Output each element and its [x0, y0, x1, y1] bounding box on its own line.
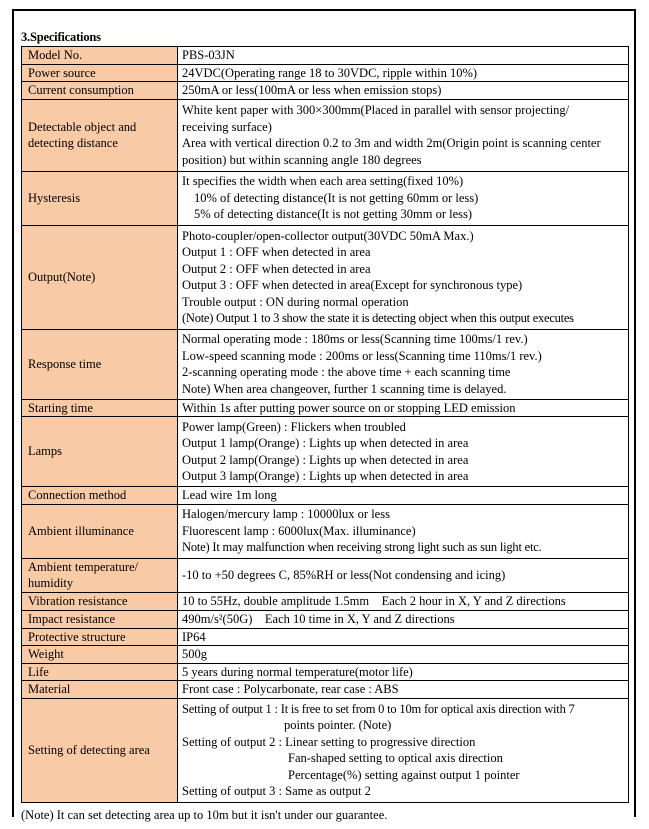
spec-value — [178, 82, 629, 100]
spec-line: Percentage(%) setting against output 1 pointer — [288, 767, 520, 782]
spec-value — [178, 681, 629, 699]
spec-line: PBS-03JN — [182, 48, 235, 62]
spec-line: 2-scanning operating mode : the above time + each scanning time — [182, 365, 511, 379]
spec-line: points pointer. (Note) — [284, 718, 392, 732]
spec-key: Life — [22, 663, 178, 681]
spec-line: -10 to +50 degrees C, 85%RH or less(Not condensing and icing) — [182, 567, 506, 582]
spec-line: White kent paper with 300×300mm(Placed in parallel with sensor projecting/ — [182, 103, 570, 117]
spec-key: Material — [22, 681, 178, 699]
spec-line: position) but within scanning angle 180 degrees — [182, 152, 422, 167]
spec-key: Ambient illuminance — [22, 504, 178, 558]
spec-key: Current consumption — [22, 82, 178, 100]
spec-value — [178, 99, 629, 171]
spec-key: Starting time — [22, 399, 178, 417]
spec-line: Output 3 lamp(Orange) : Lights up when detected in area — [182, 469, 469, 483]
spec-line: Trouble output : ON during normal operation — [182, 294, 409, 309]
section-title: 3.Specifications — [21, 30, 101, 44]
spec-key: Detectable object and detecting distance — [22, 99, 178, 171]
spec-value — [178, 225, 629, 329]
spec-line: Setting of output 2 : Linear setting to progressive direction — [182, 734, 476, 749]
spec-line: Fan-shaped setting to optical axis direction — [288, 751, 503, 765]
spec-line: Lead wire 1m long — [182, 488, 277, 502]
spec-line: 10% of detecting distance(It is not getting 60mm or less) — [194, 190, 479, 205]
spec-line: Output 2 lamp(Orange) : Lights up when detected in area — [182, 452, 469, 467]
table-row — [22, 487, 629, 505]
spec-line: Output 3 : OFF when detected in area(Except for synchronous type) — [182, 278, 523, 292]
spec-line: Output 1 lamp(Orange) : Lights up when detected in area — [182, 436, 469, 450]
spec-line: 250mA or less(100mA or less when emission stops) — [182, 83, 442, 97]
table-row — [22, 99, 629, 171]
table-row — [22, 47, 629, 65]
spec-line: Note) When area changeover, further 1 scanning time is delayed. — [182, 381, 507, 396]
spec-key: Response time — [22, 329, 178, 399]
spec-key: Setting of detecting area — [22, 698, 178, 802]
spec-line: Normal operating mode : 180ms or less(Scanning time 100ms/1 rev.) — [182, 332, 528, 346]
table-row — [22, 663, 629, 681]
table-row — [22, 646, 629, 664]
spec-line: 5 years during normal temperature(motor life) — [182, 664, 413, 679]
spec-value — [178, 47, 629, 65]
spec-line: (Note) Output 1 to 3 show the state it is detecting object when this output executes — [182, 311, 574, 325]
spec-key: Protective structure — [22, 628, 178, 646]
table-row — [22, 504, 629, 558]
specifications-table — [21, 46, 629, 803]
spec-value — [178, 698, 629, 802]
spec-line: Halogen/mercury lamp : 10000lux or less — [182, 507, 390, 522]
table-row — [22, 64, 629, 82]
table-row — [22, 399, 629, 417]
spec-value — [178, 628, 629, 646]
spec-key: Weight — [22, 646, 178, 664]
spec-line: Area with vertical direction 0.2 to 3m and width 2m(Origin point is scanning center — [182, 136, 601, 150]
table-row — [22, 558, 629, 592]
table-row — [22, 225, 629, 329]
spec-key: Lamps — [22, 417, 178, 487]
spec-line: receiving surface) — [182, 119, 272, 134]
spec-key: Power source — [22, 64, 178, 82]
spec-line: Front case : Polycarbonate, rear case : ABS — [182, 682, 399, 696]
table-row — [22, 82, 629, 100]
spec-line: Power lamp(Green) : Flickers when troubled — [182, 419, 406, 434]
spec-value — [178, 487, 629, 505]
spec-line: 5% of detecting distance(It is not getting 30mm or less) — [194, 207, 473, 222]
spec-value — [178, 504, 629, 558]
spec-value — [178, 663, 629, 681]
spec-line: Low-speed scanning mode : 200ms or less(Scanning time 110ms/1 rev.) — [182, 348, 542, 363]
spec-line: Output 1 : OFF when detected in area — [182, 245, 371, 259]
spec-value — [178, 646, 629, 664]
spec-value — [178, 171, 629, 225]
spec-value — [178, 64, 629, 82]
spec-line: IP64 — [182, 629, 206, 644]
table-row — [22, 592, 629, 610]
spec-key: Model No. — [22, 47, 178, 65]
footnote: (Note) It can set detecting area up to 10m but it isn't under our guarantee. — [21, 808, 388, 822]
table-row — [22, 698, 629, 802]
spec-key: Ambient temperature/ humidity — [22, 558, 178, 592]
table-row — [22, 171, 629, 225]
spec-value — [178, 417, 629, 487]
spec-key: Impact resistance — [22, 610, 178, 628]
spec-line: Fluorescent lamp : 6000lux(Max. illuminance) — [182, 523, 416, 538]
table-row — [22, 329, 629, 399]
table-row — [22, 681, 629, 699]
spec-key: Vibration resistance — [22, 592, 178, 610]
spec-value — [178, 399, 629, 417]
spec-line: 500g — [182, 647, 207, 661]
spec-line: Within 1s after putting power source on or stopping LED emission — [182, 400, 516, 415]
spec-value — [178, 329, 629, 399]
table-row — [22, 417, 629, 487]
spec-line: Note) It may malfunction when receiving strong light such as sun light etc. — [182, 540, 542, 555]
table-row — [22, 628, 629, 646]
spec-key: Connection method — [22, 487, 178, 505]
spec-line: 24VDC(Operating range 18 to 30VDC, ripple within 10%) — [182, 65, 478, 80]
spec-line: 490m/s²(50G) Each 10 time in X, Y and Z directions — [182, 611, 455, 626]
spec-key: Output(Note) — [22, 225, 178, 329]
spec-value — [178, 610, 629, 628]
spec-line: It specifies the width when each area setting(fixed 10%) — [182, 174, 464, 189]
spec-value — [178, 558, 629, 592]
spec-line: Setting of output 3 : Same as output 2 — [182, 784, 371, 798]
table-row — [22, 610, 629, 628]
spec-line: Photo-coupler/open-collector output(30VDC 50mA Max.) — [182, 228, 474, 243]
spec-key: Hysteresis — [22, 171, 178, 225]
spec-line: Setting of output 1 : It is free to set from 0 to 10m for optical axis direction with 7 — [182, 701, 575, 716]
spec-value — [178, 592, 629, 610]
spec-line: 10 to 55Hz, double amplitude 1.5mm Each 2 hour in X, Y and Z directions — [182, 593, 566, 608]
spec-line: Output 2 : OFF when detected in area — [182, 261, 371, 276]
